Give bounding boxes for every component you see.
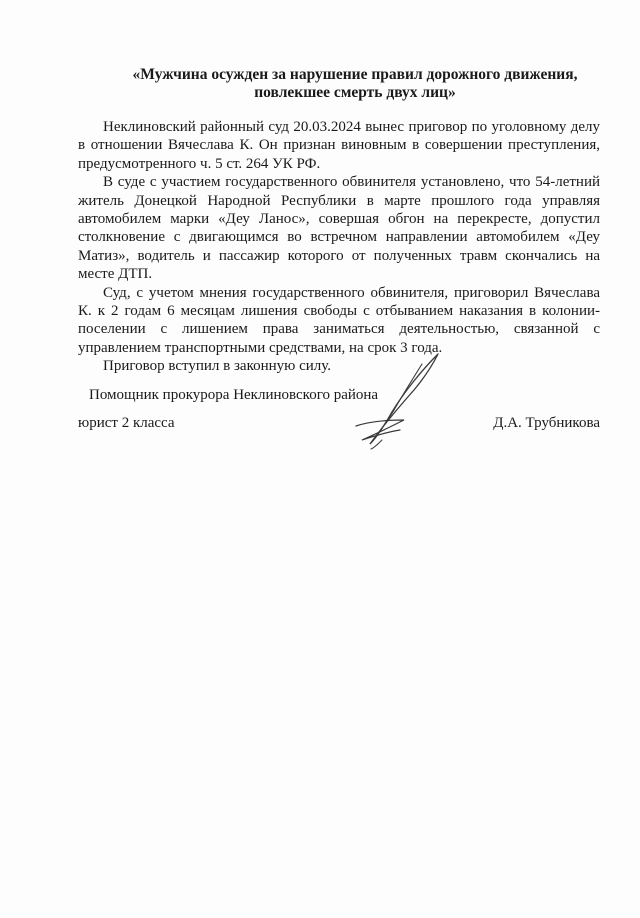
signatory-name: Д.А. Трубникова <box>493 415 600 431</box>
document-body <box>78 118 600 376</box>
document-title <box>120 66 590 102</box>
paragraph-sentence: Суд, с учетом мнения государственного обвинителя, приговорил Вячеслава К. к 2 годам 6 месяцам лишения свободы с отбыванием наказания в колонии-поселении с лишением права заниматься деятельностью, связанной с управлением транспортными средствами, на срок 3 года. <box>78 284 600 356</box>
handwritten-signature <box>352 350 442 450</box>
paragraph-verdict: Неклиновский районный суд 20.03.2024 вынес приговор по уголовному делу в отношении Вячеслава К. Он признан виновным в совершении преступления, предусмотренного ч. 5 ст. 264 УК РФ. <box>78 119 600 172</box>
signatory-position: Помощник прокурора Неклиновского района <box>89 387 379 403</box>
paragraph-circumstances: В суде с участием государственного обвинителя установлено, что 54-летний житель Донецкой Народной Республики в марте прошлого года управляя автомобилем марки «Деу Ланос», совершая обгон на перекресте, допустил столкновение с двигающимся во встречном направлении автомобилем «Деу Матиз», водитель и пассажир которого от полученных травм скончались на месте ДТП. <box>78 174 600 283</box>
paragraph-effect: Приговор вступил в законную силу. <box>103 358 332 375</box>
signatory-rank: юрист 2 класса <box>78 415 175 431</box>
title-line-1: «Мужчина осужден за нарушение правил дорожного движения, <box>132 66 578 83</box>
title-line-2: повлекшее смерть двух лиц» <box>254 84 456 101</box>
